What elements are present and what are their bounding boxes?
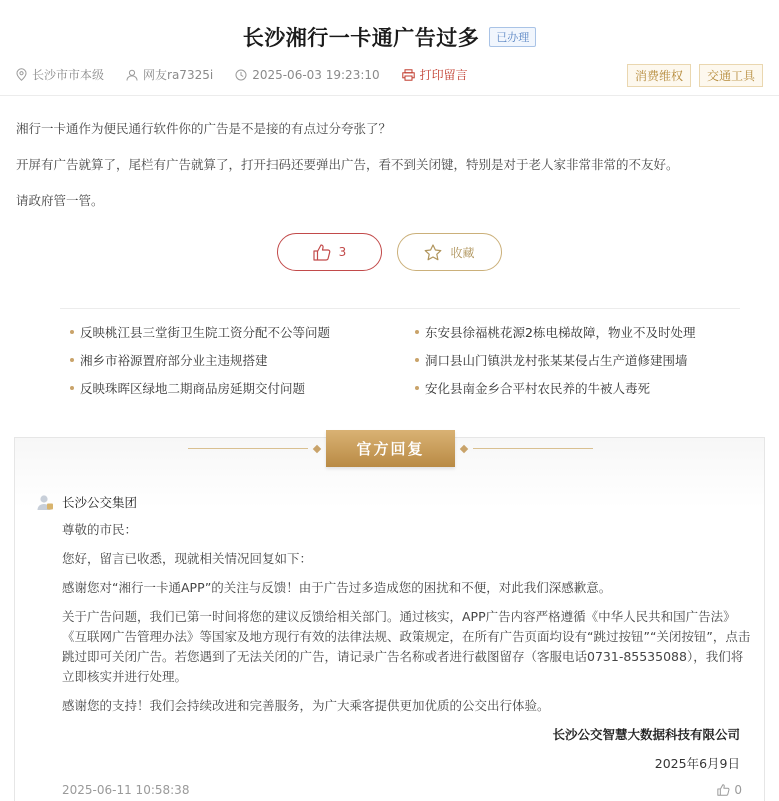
- related-link-text: 洞口县山门镇洪龙村张某某侵占生产道修建围墙: [425, 352, 688, 368]
- printer-icon: [402, 69, 415, 81]
- author-text: 网友ra7325i: [143, 68, 214, 82]
- reply-signature: 长沙公交智慧大数据科技有限公司: [552, 727, 740, 742]
- reply-paragraph: 您好，留言已收悉，现就相关情况回复如下：: [62, 551, 313, 566]
- location-meta: [16, 66, 104, 83]
- divider: [60, 308, 740, 309]
- related-link-text: 东安县徐福桃花源2栋电梯故障，物业不及时处理: [425, 324, 696, 340]
- reply-title: 官方回复: [326, 430, 454, 467]
- bullet-icon: [415, 386, 419, 390]
- reply-sign-date: 2025年6月9日: [654, 756, 740, 771]
- page-title: 长沙湘行一卡通广告过多: [242, 26, 480, 50]
- post-paragraph: 请政府管一管。: [16, 193, 104, 208]
- related-link[interactable]: [70, 378, 415, 397]
- post-paragraph: 开屏有广告就算了，尾栏有广告就算了，打开扫码还要弹出广告，看不到关闭键，特别是对于老人家非常非常的不友好。: [16, 157, 679, 172]
- star-icon: [424, 244, 442, 261]
- bullet-icon: [70, 386, 74, 390]
- reply-like-count: 0: [734, 783, 742, 797]
- thumbs-up-icon: [313, 244, 331, 261]
- related-link-text: 反映桃江县三堂街卫生院工资分配不公等问题: [80, 324, 331, 340]
- datetime-meta: [235, 68, 379, 82]
- reply-paragraph: 关于广告问题，我们已第一时间将您的建议反馈给相关部门。通过核实，APP广告内容严格遵循《中华人民共和国广告法》《互联网广告管理办法》等国家及地方现行有效的法律法规、政策规定，在所有广告页面均设有“跳过按钮”“关闭按钮”，点击跳过即可关闭广告。若您遇到了无法关闭的广告，请记录广告名称或者进行截图留存（客服电话0731-85535088），我们将立即核实并进行处理。: [62, 609, 751, 684]
- bullet-icon: [415, 358, 419, 362]
- related-link-text: 反映珠晖区绿地二期商品房延期交付问题: [80, 380, 306, 396]
- org-avatar-icon: [37, 494, 54, 511]
- meta-row: [16, 66, 490, 83]
- location-text: 长沙市市本级: [32, 68, 105, 82]
- clock-icon: [235, 69, 247, 81]
- print-button[interactable]: [402, 66, 468, 83]
- related-link[interactable]: [415, 350, 750, 369]
- author-meta: [126, 66, 213, 83]
- related-link[interactable]: [70, 322, 415, 341]
- like-button[interactable]: [277, 233, 382, 271]
- reply-datetime: 2025-06-11 10:58:38: [62, 783, 190, 797]
- title-row: [0, 22, 779, 52]
- thumbs-up-icon: [717, 784, 730, 796]
- post-paragraph: 湘行一卡通作为便民通行软件你的广告是不是接的有点过分夸张了？: [16, 121, 392, 136]
- ornament-line: [473, 448, 593, 449]
- bullet-icon: [70, 330, 74, 334]
- tag-consumer-rights[interactable]: 消费维权: [627, 64, 691, 87]
- related-link[interactable]: [415, 322, 750, 341]
- favorite-button[interactable]: [397, 233, 502, 271]
- post-actions: [0, 233, 779, 271]
- ornament-line: [188, 448, 308, 449]
- diamond-icon: [313, 444, 321, 452]
- user-icon: [126, 69, 138, 81]
- bullet-icon: [70, 358, 74, 362]
- print-label: 打印留言: [419, 68, 468, 82]
- bullet-icon: [415, 330, 419, 334]
- status-badge: 已办理: [489, 27, 536, 47]
- favorite-label: 收藏: [450, 245, 475, 260]
- location-pin-icon: [16, 68, 27, 81]
- official-reply: [14, 437, 765, 801]
- tag-transport[interactable]: 交通工具: [699, 64, 763, 87]
- like-count: 3: [338, 245, 347, 259]
- related-link[interactable]: [415, 378, 750, 397]
- related-link-text: 湘乡市裕源置府部分业主违规搭建: [80, 352, 268, 368]
- related-link-text: 安化县南金乡合平村农民养的牛被人毒死: [425, 380, 651, 396]
- reply-body: [62, 520, 752, 725]
- divider: [0, 95, 779, 96]
- reply-paragraph: 尊敬的市民：: [62, 522, 138, 537]
- related-link[interactable]: [70, 350, 415, 369]
- diamond-icon: [459, 444, 467, 452]
- datetime-text: 2025-06-03 19:23:10: [252, 67, 380, 82]
- reply-paragraph: 感谢您的支持！我们会持续改进和完善服务，为广大乘客提供更加优质的公交出行体验。: [62, 698, 550, 713]
- reply-paragraph: 感谢您对“湘行一卡通APP”的关注与反馈！由于广告过多造成您的困扰和不便，对此我们深感歉意。: [62, 580, 612, 595]
- reply-like-button[interactable]: [717, 783, 742, 797]
- reply-header: [15, 430, 766, 467]
- post-content: [16, 119, 756, 227]
- tag-list: [619, 64, 763, 87]
- related-list: [70, 322, 750, 397]
- reply-org: [37, 493, 137, 511]
- org-name: 长沙公交集团: [62, 495, 138, 510]
